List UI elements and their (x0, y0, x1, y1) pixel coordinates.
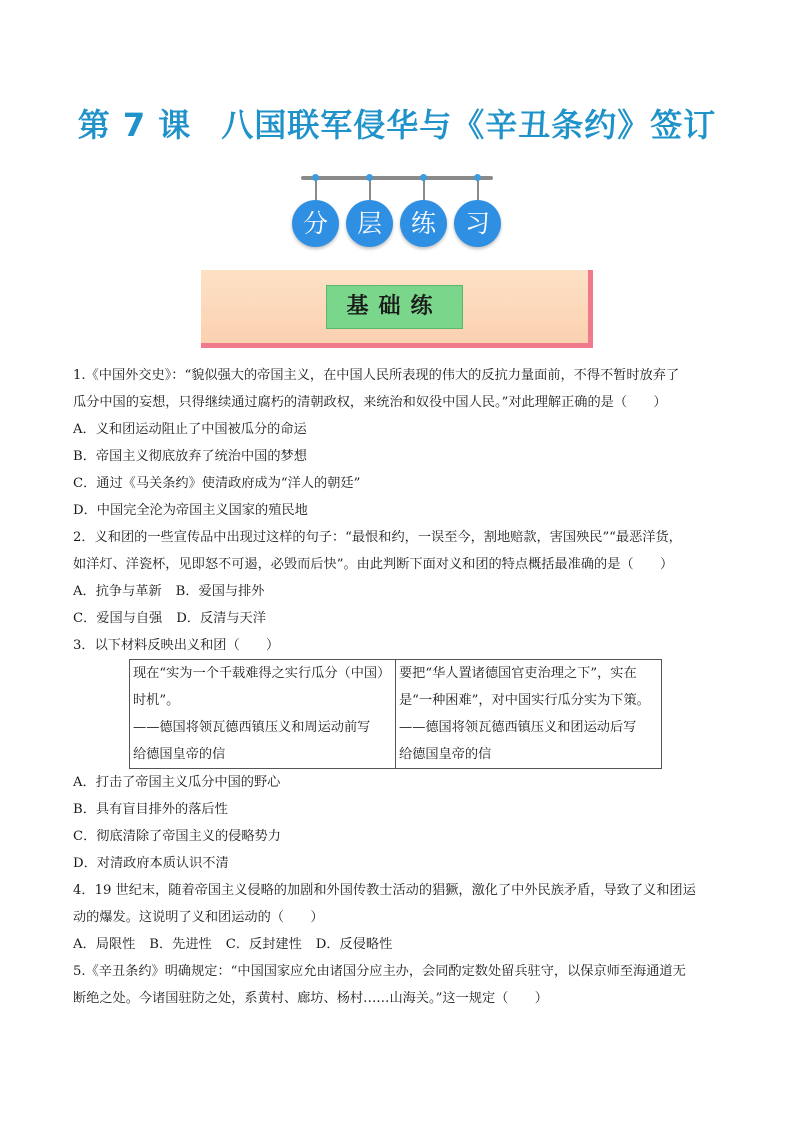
hanger-string (477, 178, 479, 200)
question-stem-line: 1.《中国外交史》：“貌似强大的帝国主义，在中国人民所表现的伟大的反抗力量面前，不得不暂时放弃了 (73, 368, 680, 383)
option-c[interactable]: C．通过《马关条约》使清政府成为“洋人的朝廷” (73, 476, 361, 491)
option-b[interactable]: B．先进性 (149, 937, 212, 952)
question-list (73, 362, 733, 1012)
option-a[interactable]: A．打击了帝国主义瓜分中国的野心 (73, 775, 281, 790)
question-4 (73, 877, 733, 958)
material-table (129, 659, 662, 769)
question-stem-line: 断绝之处。今诸国驻防之处，系黄村、廊坊、杨村……山海关。”这一规定（ ） (73, 991, 548, 1006)
material-line: 给德国皇帝的信 (399, 747, 492, 762)
question-stem-line: 瓜分中国的妄想，只得继续通过腐朽的清朝政权，来统治和奴役中国人民。”对此理解正确的是（ ） (73, 395, 667, 410)
badge-ceng: 层 (346, 200, 393, 247)
material-line: 现在“实为一个千载难得之实行瓜分（中国） (133, 666, 391, 681)
hanger-dot (474, 174, 481, 181)
hanger-string (315, 178, 317, 200)
question-stem-line: 动的爆发。这说明了义和团运动的（ ） (73, 910, 324, 925)
lesson-title: 八国联军侵华与《辛丑条约》签订 (221, 106, 717, 144)
section-label: 基础练 (326, 285, 463, 329)
lesson-number: 第 7 课 (77, 106, 192, 144)
material-line: 给德国皇帝的信 (133, 747, 226, 762)
material-right (396, 660, 662, 769)
option-d[interactable]: D．中国完全沦为帝国主义国家的殖民地 (73, 503, 308, 518)
question-3 (73, 632, 733, 877)
question-stem-line: 5.《辛丑条约》明确规定：“中国国家应允由诸国分应主办，会同酌定数处留兵驻守，以保京师至海通道无 (73, 964, 686, 979)
question-stem-line: 4．19 世纪末，随着帝国主义侵略的加剧和外国传教士活动的猖獗，激化了中外民族矛盾，导致了义和团运 (73, 883, 696, 898)
option-row (73, 605, 733, 632)
material-left (130, 660, 396, 769)
option-c[interactable]: C．反封建性 (225, 937, 302, 952)
badge-lian: 练 (400, 200, 447, 247)
option-b[interactable]: B．具有盲目排外的落后性 (73, 802, 228, 817)
option-row (73, 578, 733, 605)
option-c[interactable]: C．爱国与自强 (73, 611, 163, 626)
section-banner (201, 270, 593, 348)
question-2 (73, 524, 733, 632)
option-b[interactable]: B．帝国主义彻底放弃了统治中国的梦想 (73, 449, 307, 464)
option-row (73, 931, 733, 958)
page-title (0, 100, 794, 146)
question-5 (73, 958, 733, 1012)
hanger-string (423, 178, 425, 200)
option-d[interactable]: D．反侵略性 (315, 937, 393, 952)
hanger-dot (312, 174, 319, 181)
material-line: ——德国将领瓦德西镇压义和团运动后写 (399, 720, 637, 735)
option-a[interactable]: A．义和团运动阻止了中国被瓜分的命运 (73, 422, 307, 437)
material-line: 要把“华人置诸德国官吏治理之下”，实在 (399, 666, 637, 681)
option-a[interactable]: A．局限性 (73, 937, 136, 952)
question-1 (73, 362, 733, 524)
hanger-dot (420, 174, 427, 181)
hanger-string (369, 178, 371, 200)
hanger-dot (366, 174, 373, 181)
hanger-bar (301, 176, 493, 180)
option-d[interactable]: D．对清政府本质认识不清 (73, 856, 229, 871)
option-d[interactable]: D．反清与天洋 (176, 611, 266, 626)
question-stem-line: 如洋灯、洋瓷杯，见即怒不可遏，必毁而后快”。由此判断下面对义和团的特点概括最准确的是（ ） (73, 557, 674, 572)
badge-xi: 习 (454, 200, 501, 247)
option-c[interactable]: C．彻底清除了帝国主义的侵略势力 (73, 829, 281, 844)
material-line: ——德国将领瓦德西镇压义和周运动前写 (133, 720, 371, 735)
question-stem-line: 3．以下材料反映出义和团（ ） (73, 638, 280, 653)
badge-fen: 分 (292, 200, 339, 247)
option-a[interactable]: A．抗争与革新 (73, 584, 162, 599)
material-line: 时机”。 (133, 693, 180, 708)
option-b[interactable]: B．爱国与排外 (175, 584, 265, 599)
material-line: 是“一种困难”，对中国实行瓜分实为下策。 (399, 693, 650, 708)
question-stem-line: 2．义和团的一些宣传品中出现过这样的句子：“最恨和约，一误至今，割地赔款，害国殃民”“最恶洋货， (73, 530, 682, 545)
